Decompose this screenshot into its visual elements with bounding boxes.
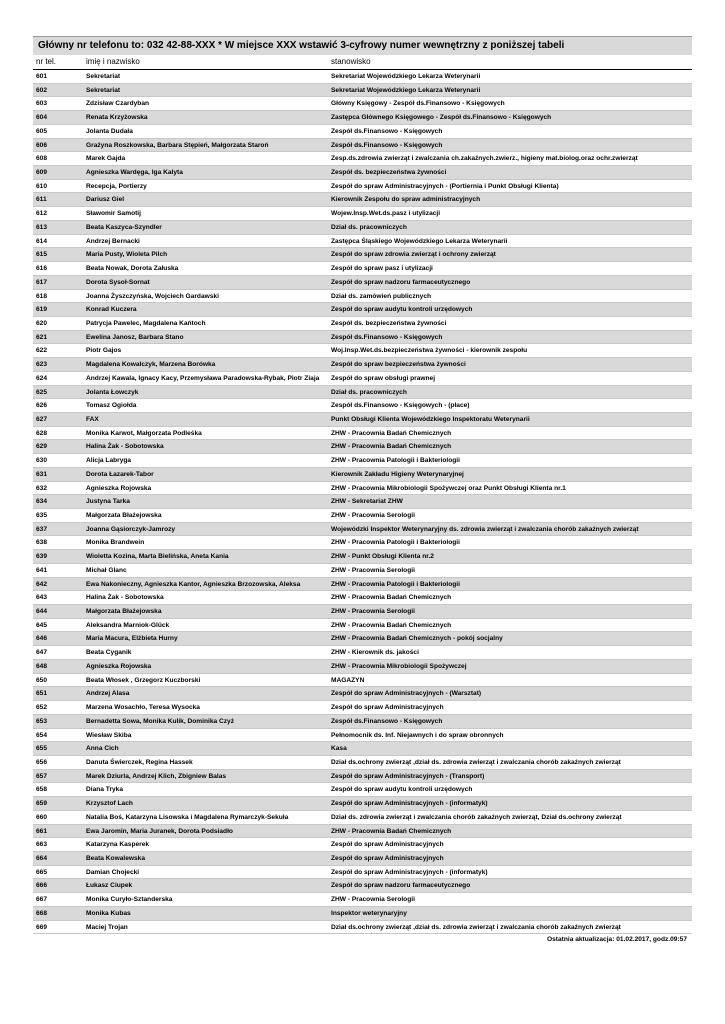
row-name: Beata Kaszyca-Szyndler bbox=[86, 223, 162, 231]
table-row bbox=[33, 783, 692, 797]
table-row bbox=[33, 646, 692, 660]
row-position: Zespół do spraw Administracyjnych - (informatyk) bbox=[331, 800, 488, 808]
row-number: 652 bbox=[36, 704, 48, 712]
row-number: 664 bbox=[36, 854, 48, 862]
row-position: Zespół do spraw zdrowia zwierząt i ochrony zwierząt bbox=[331, 251, 496, 259]
table-row bbox=[33, 495, 692, 509]
table-row bbox=[33, 660, 692, 674]
row-position: ZHW - Pracownia Badań Chemicznych - pokój socjalny bbox=[331, 635, 503, 643]
table-row bbox=[33, 921, 692, 935]
row-position: ZHW - Pracownia Mikrobiologii Spożywczej bbox=[331, 662, 467, 670]
row-name: Katarzyna Kasperek bbox=[86, 841, 150, 849]
row-position: Zespół do spraw Administracyjnych - (Warsztat) bbox=[331, 690, 482, 698]
row-number: 653 bbox=[36, 717, 48, 725]
table-row bbox=[33, 440, 692, 454]
row-position: Kasa bbox=[331, 745, 347, 753]
row-position: MAGAZYN bbox=[331, 676, 365, 684]
table-row bbox=[33, 879, 692, 893]
row-name: Damian Chojecki bbox=[86, 868, 140, 876]
table-row bbox=[33, 193, 692, 207]
table-body bbox=[33, 70, 692, 934]
row-position: Zespół do spraw audytu kontroli urzędowych bbox=[331, 786, 473, 794]
row-name: Joanna Żyszczyńska, Wojciech Gardawski bbox=[86, 292, 219, 300]
row-name: Małgorzata Błażejowska bbox=[86, 512, 162, 519]
table-row bbox=[33, 509, 692, 523]
row-number: 651 bbox=[36, 690, 48, 698]
row-number: 668 bbox=[36, 909, 48, 917]
row-position: ZHW - Pracownia Patologii i Bakteriologii bbox=[331, 457, 460, 465]
row-position: Zespół do spraw bezpieczeństwa żywności bbox=[331, 361, 466, 369]
table-row bbox=[33, 866, 692, 880]
table-row bbox=[33, 907, 692, 921]
table-row bbox=[33, 852, 692, 866]
row-number: 606 bbox=[36, 141, 48, 149]
table-row bbox=[33, 372, 692, 386]
table-row bbox=[33, 317, 692, 331]
row-position: Sekretariat Wojewódzkiego Lekarza Weterynarii bbox=[331, 73, 481, 80]
row-number: 629 bbox=[36, 443, 48, 451]
row-position: ZHW - Pracownia Badań Chemicznych bbox=[331, 621, 452, 629]
row-number: 621 bbox=[36, 333, 48, 341]
row-number: 650 bbox=[36, 676, 48, 684]
row-number: 646 bbox=[36, 635, 48, 643]
row-name: Wioletta Kozina, Marta Bielińska, Aneta Kania bbox=[86, 553, 229, 561]
row-name: Beata Kowalewska bbox=[86, 854, 146, 862]
table-row bbox=[33, 386, 692, 400]
row-position: Zespół ds.Finansowo - Księgowych - (płace) bbox=[331, 402, 470, 410]
row-position: Główny Księgowy - Zespół ds.Finansowo - Księgowych bbox=[331, 100, 505, 108]
row-name: Jolanta Dudała bbox=[86, 127, 133, 135]
table-header bbox=[33, 55, 692, 70]
row-number: 620 bbox=[36, 319, 48, 327]
row-name: Krzysztof Lach bbox=[86, 800, 133, 808]
table-row bbox=[33, 674, 692, 688]
row-name: Beata Włosek , Grzegorz Kuczborski bbox=[86, 676, 201, 684]
row-position: Zespół do spraw Administracyjnych bbox=[331, 841, 444, 849]
row-number: 642 bbox=[36, 580, 48, 588]
row-position: Zespół ds.Finansowo - Księgowych bbox=[331, 333, 443, 341]
row-position: Zespół do spraw nadzoru farmaceutycznego bbox=[331, 278, 471, 286]
header-number: nr tel. bbox=[36, 57, 57, 66]
table-row bbox=[33, 331, 692, 345]
table-row bbox=[33, 770, 692, 784]
row-number: 630 bbox=[36, 457, 48, 465]
row-number: 639 bbox=[36, 553, 48, 561]
last-update-note: Ostatnia aktualizacja: 01.02.2017, godz.09:57 bbox=[546, 936, 687, 944]
table-row bbox=[33, 427, 692, 441]
table-row bbox=[33, 262, 692, 276]
phone-directory-sheet bbox=[33, 36, 692, 943]
row-number: 622 bbox=[36, 347, 48, 355]
table-row bbox=[33, 536, 692, 550]
row-position: Zespół do spraw nadzoru farmaceutycznego bbox=[331, 882, 471, 890]
table-row bbox=[33, 729, 692, 743]
row-number: 601 bbox=[36, 73, 48, 80]
row-number: 665 bbox=[36, 868, 48, 876]
table-row bbox=[33, 125, 692, 139]
table-row bbox=[33, 701, 692, 715]
row-number: 648 bbox=[36, 662, 48, 670]
table-row bbox=[33, 152, 692, 166]
row-number: 647 bbox=[36, 649, 48, 657]
row-number: 655 bbox=[36, 745, 48, 753]
row-number: 641 bbox=[36, 566, 48, 574]
row-number: 667 bbox=[36, 896, 48, 904]
table-row bbox=[33, 468, 692, 482]
row-name: Łukasz Ciupek bbox=[86, 882, 133, 890]
table-row bbox=[33, 578, 692, 592]
table-row bbox=[33, 97, 692, 111]
row-number: 609 bbox=[36, 169, 48, 177]
row-number: 613 bbox=[36, 223, 48, 231]
row-name: Renata Krzyżowska bbox=[86, 114, 148, 122]
row-number: 624 bbox=[36, 374, 48, 382]
table-row bbox=[33, 454, 692, 468]
row-name: Małgorzata Błażejowska bbox=[86, 608, 162, 616]
row-number: 645 bbox=[36, 621, 48, 629]
table-row bbox=[33, 84, 692, 98]
row-position: Wojewódzki Inspektor Weterynaryjny ds. zdrowia zwierząt i zwalczania chorób zakaźnych zwierząt bbox=[331, 525, 639, 533]
table-row bbox=[33, 687, 692, 701]
row-name: Zdzisław Czardyban bbox=[86, 100, 150, 108]
row-position: ZHW - Kierownik ds. jakości bbox=[331, 649, 419, 657]
row-name: Danuta Świerczek, Regina Hassek bbox=[86, 758, 193, 766]
row-position: Dział ds. zamówień publicznych bbox=[331, 292, 432, 300]
row-position: Zesp.ds.zdrowia zwierząt i zwalczania ch.zakaźnych.zwierz., higieny mat.biolog.oraz ochr.zwierząt bbox=[331, 155, 638, 163]
row-position: Zespół do spraw Administracyjnych bbox=[331, 704, 444, 712]
row-position: Dział ds. pracowniczych bbox=[331, 223, 407, 231]
row-name: Maria Macura, Elżbieta Hurny bbox=[86, 635, 178, 643]
row-position: ZHW - Punkt Obsługi Klienta nr.2 bbox=[331, 553, 434, 561]
row-position: Sekretariat Wojewódzkiego Lekarza Weterynarii bbox=[331, 86, 481, 94]
row-name: Anna Cich bbox=[86, 745, 119, 753]
table-row bbox=[33, 564, 692, 578]
row-name: Sekretariat bbox=[86, 73, 121, 80]
row-position: Zastępca Głównego Księgowego - Zespół ds.Finansowo - Księgowych bbox=[331, 114, 552, 122]
table-row bbox=[33, 207, 692, 221]
row-name: Konrad Kuczera bbox=[86, 306, 137, 314]
row-name: Magdalena Kowalczyk, Marzena Borówka bbox=[86, 361, 216, 369]
row-number: 657 bbox=[36, 772, 48, 780]
row-number: 619 bbox=[36, 306, 48, 314]
row-position: ZHW - Sekretariat ZHW bbox=[331, 498, 403, 506]
row-name: Maria Pusty, Wioleta Pilch bbox=[86, 251, 168, 259]
row-name: Diana Tryka bbox=[86, 786, 124, 794]
row-position: Zespół ds. bezpieczeństwa żywności bbox=[331, 169, 447, 177]
row-name: Natalia Boś, Katarzyna Lisowska i Magdalena Rymarczyk-Sekuła bbox=[86, 813, 289, 821]
row-name: Justyna Tarka bbox=[86, 498, 130, 506]
row-number: 617 bbox=[36, 278, 48, 286]
table-row bbox=[33, 303, 692, 317]
row-number: 628 bbox=[36, 429, 48, 437]
row-name: Marek Gajda bbox=[86, 155, 126, 163]
row-number: 611 bbox=[36, 196, 47, 204]
row-number: 632 bbox=[36, 484, 48, 492]
row-number: 631 bbox=[36, 470, 48, 478]
table-row bbox=[33, 358, 692, 372]
table-row bbox=[33, 276, 692, 290]
row-name: FAX bbox=[86, 415, 99, 423]
table-row bbox=[33, 797, 692, 811]
row-name: Halina Żak - Sobotowska bbox=[86, 443, 164, 451]
row-name: Sławomir Samotij bbox=[86, 210, 141, 218]
row-position: Wojew.Insp.Wet.ds.pasz i utylizacji bbox=[331, 210, 441, 218]
row-number: 656 bbox=[36, 758, 48, 766]
table-row bbox=[33, 344, 692, 358]
row-position: Punkt Obsługi Klienta Wojewódzkiego Inspektoratu Weterynarii bbox=[331, 415, 530, 423]
table-row bbox=[33, 811, 692, 825]
row-position: Dział ds. pracowniczych bbox=[331, 388, 407, 396]
table-row bbox=[33, 632, 692, 646]
row-position: Zespół do spraw audytu kontroli urzędowych bbox=[331, 306, 473, 314]
row-name: Grażyna Roszkowska, Barbara Stępień, Małgorzata Staroń bbox=[86, 141, 269, 149]
row-name: Joanna Gąsiorczyk-Jamrozy bbox=[86, 525, 176, 533]
row-number: 605 bbox=[36, 127, 48, 135]
row-name: Marek Dziurla, Andrzej Klich, Zbigniew Balas bbox=[86, 772, 227, 780]
row-number: 610 bbox=[36, 182, 48, 190]
row-position: Zespół do spraw Administracyjnych - (informatyk) bbox=[331, 868, 488, 876]
row-position: Zespół ds.Finansowo - Księgowych bbox=[331, 141, 443, 149]
row-number: 625 bbox=[36, 388, 48, 396]
row-name: Patrycja Pawelec, Magdalena Kańtoch bbox=[86, 319, 206, 327]
row-number: 658 bbox=[36, 786, 48, 794]
table-row bbox=[33, 605, 692, 619]
row-number: 659 bbox=[36, 800, 48, 808]
row-position: ZHW - Pracownia Badań Chemicznych bbox=[331, 827, 452, 835]
row-position: ZHW - Pracownia Patologii i Bakteriologii bbox=[331, 580, 460, 588]
row-number: 661 bbox=[36, 827, 48, 835]
row-number: 602 bbox=[36, 86, 48, 94]
table-row bbox=[33, 756, 692, 770]
row-name: Marzena Wosachło, Teresa Wysocka bbox=[86, 704, 200, 712]
table-row bbox=[33, 290, 692, 304]
table-row bbox=[33, 838, 692, 852]
row-position: Kierownik Zakładu Higieny Weterynaryjnej bbox=[331, 470, 464, 478]
row-number: 666 bbox=[36, 882, 48, 890]
row-name: Beata Cyganik bbox=[86, 649, 132, 657]
row-position: Zespół do spraw Administracyjnych bbox=[331, 854, 444, 862]
row-name: Jolanta Łowczyk bbox=[86, 388, 139, 396]
row-position: ZHW - Pracownia Badań Chemicznych bbox=[331, 594, 452, 602]
row-position: Dział ds.ochrony zwierząt ,dział ds. zdrowia zwierząt i zwalczania chorób zakaźnych zwierząt bbox=[331, 758, 621, 766]
row-position: ZHW - Pracownia Serologii bbox=[331, 512, 415, 519]
row-number: 663 bbox=[36, 841, 48, 849]
row-name: Dorota Sysoł-Sornat bbox=[86, 278, 150, 286]
row-name: Beata Nowak, Dorota Załuska bbox=[86, 265, 179, 273]
table-row bbox=[33, 399, 692, 413]
row-number: 623 bbox=[36, 361, 48, 369]
row-name: Agnieszka Wardęga, Iga Kalyta bbox=[86, 169, 183, 177]
row-position: Woj.Insp.Wet.ds.bezpieczeństwa żywności - kierownik zespołu bbox=[331, 347, 528, 355]
row-number: 615 bbox=[36, 251, 48, 259]
row-position: ZHW - Pracownia Serologii bbox=[331, 896, 415, 904]
row-number: 614 bbox=[36, 237, 48, 245]
row-position: Pełnomocnik ds. Inf. Niejawnych i do spraw obronnych bbox=[331, 731, 504, 739]
table-row bbox=[33, 111, 692, 125]
row-number: 603 bbox=[36, 100, 48, 108]
row-position: Zespół ds. bezpieczeństwa żywności bbox=[331, 319, 447, 327]
table-row bbox=[33, 166, 692, 180]
row-number: 604 bbox=[36, 114, 48, 122]
row-number: 644 bbox=[36, 608, 48, 616]
table-row bbox=[33, 893, 692, 907]
row-number: 634 bbox=[36, 498, 48, 506]
row-position: Zastępca Śląskiego Wojewódzkiego Lekarza Weterynarii bbox=[331, 237, 508, 245]
row-name: Ewa Nakonieczny, Agnieszka Kantor, Agnieszka Brzozowska, Aleksa bbox=[86, 580, 301, 588]
row-position: Inspektor weterynaryjny bbox=[331, 909, 407, 917]
table-row bbox=[33, 715, 692, 729]
row-name: Dorota Łazarek-Tabor bbox=[86, 470, 154, 478]
row-name: Monika Kubas bbox=[86, 909, 131, 917]
row-number: 638 bbox=[36, 539, 48, 547]
row-name: Halina Żak - Sobotowska bbox=[86, 594, 164, 602]
row-position: ZHW - Pracownia Badań Chemicznych bbox=[331, 429, 452, 437]
row-name: Ewelina Janosz, Barbara Stano bbox=[86, 333, 184, 341]
row-position: Dział ds.ochrony zwierząt ,dział ds. zdrowia zwierząt i zwalczania chorób zakaźnych zwierząt bbox=[331, 923, 621, 931]
row-name: Recepcja, Portierzy bbox=[86, 182, 147, 190]
row-position: Kierownik Zespołu do spraw administracyjnych bbox=[331, 196, 481, 204]
row-position: ZHW - Pracownia Patologii i Bakteriologii bbox=[331, 539, 460, 547]
row-name: Bernadetta Sowa, Monika Kulik, Dominika Czyż bbox=[86, 717, 235, 725]
table-row bbox=[33, 248, 692, 262]
row-name: Piotr Gajos bbox=[86, 347, 122, 355]
row-name: Monika Curyło-Sztanderska bbox=[86, 896, 173, 904]
row-position: Zespół do spraw pasz i utylizacji bbox=[331, 265, 433, 273]
row-name: Andrzej Bernacki bbox=[86, 237, 140, 245]
row-name: Monika Brandwein bbox=[86, 539, 145, 547]
table-row bbox=[33, 591, 692, 605]
row-position: ZHW - Pracownia Badań Chemicznych bbox=[331, 443, 452, 451]
row-name: Ewa Jaromin, Maria Juranek, Dorota Podsiadło bbox=[86, 827, 233, 835]
row-number: 608 bbox=[36, 155, 48, 163]
row-name: Agnieszka Rojowska bbox=[86, 484, 152, 492]
table-row bbox=[33, 825, 692, 839]
row-position: Zespół do spraw obsługi prawnej bbox=[331, 374, 436, 382]
row-position: ZHW - Pracownia Serologii bbox=[331, 566, 415, 574]
row-number: 635 bbox=[36, 512, 48, 519]
row-name: Dariusz Giel bbox=[86, 196, 125, 204]
table-row bbox=[33, 482, 692, 496]
directory-title: Główny nr telefonu to: 032 42-88-XXX * W miejsce XXX wstawić 3-cyfrowy numer wewnętrzny z poniższej tabeli bbox=[33, 36, 692, 55]
row-name: Agnieszka Rojowska bbox=[86, 662, 152, 670]
row-name: Alicja Labryga bbox=[86, 457, 132, 465]
row-number: 654 bbox=[36, 731, 48, 739]
table-row bbox=[33, 235, 692, 249]
row-name: Wiesław Skiba bbox=[86, 731, 132, 739]
row-name: Andrzej Kawala, Ignacy Kacy, Przemysława Paradowska-Rybak, Piotr Ziaja bbox=[86, 374, 320, 382]
row-position: Dział ds. zdrowia zwierząt i zwalczania chorób zakaźnych zwierząt, Dział ds.ochrony zwierząt bbox=[331, 813, 622, 821]
table-row bbox=[33, 742, 692, 756]
row-name: Aleksandra Marniok-Glück bbox=[86, 621, 170, 629]
row-number: 669 bbox=[36, 923, 48, 931]
row-number: 626 bbox=[36, 402, 48, 410]
table-row bbox=[33, 180, 692, 194]
row-number: 660 bbox=[36, 813, 48, 821]
row-position: Zespół do spraw Administracyjnych - (Transport) bbox=[331, 772, 485, 780]
table-row bbox=[33, 550, 692, 564]
row-name: Tomasz Ogiołda bbox=[86, 402, 137, 410]
row-number: 637 bbox=[36, 525, 48, 533]
row-position: Zespół ds.Finansowo - Księgowych bbox=[331, 717, 443, 725]
table-row bbox=[33, 139, 692, 153]
row-name: Maciej Trojan bbox=[86, 923, 128, 931]
table-row bbox=[33, 70, 692, 84]
header-name: imię i nazwisko bbox=[86, 57, 140, 66]
table-row bbox=[33, 413, 692, 427]
row-name: Andrzej Alasa bbox=[86, 690, 130, 698]
row-number: 627 bbox=[36, 415, 48, 423]
table-row bbox=[33, 523, 692, 537]
header-position: stanowisko bbox=[331, 57, 371, 66]
row-number: 618 bbox=[36, 292, 48, 300]
row-position: ZHW - Pracownia Serologii bbox=[331, 608, 415, 616]
row-position: Zespół do spraw Administracyjnych - (Portiernia i Punkt Obsługi Klienta) bbox=[331, 182, 559, 190]
row-name: Sekretariat bbox=[86, 86, 121, 94]
row-position: ZHW - Pracownia Mikrobiologii Spożywczej oraz Punkt Obsługi Klienta nr.1 bbox=[331, 484, 566, 492]
row-position: Zespół ds.Finansowo - Księgowych bbox=[331, 127, 443, 135]
row-name: Monika Karwot, Małgorzata Podleśka bbox=[86, 429, 202, 437]
row-number: 612 bbox=[36, 210, 48, 218]
row-number: 616 bbox=[36, 265, 48, 273]
row-name: Michał Glanc bbox=[86, 566, 127, 574]
table-row bbox=[33, 221, 692, 235]
row-number: 643 bbox=[36, 594, 48, 602]
table-row bbox=[33, 619, 692, 633]
